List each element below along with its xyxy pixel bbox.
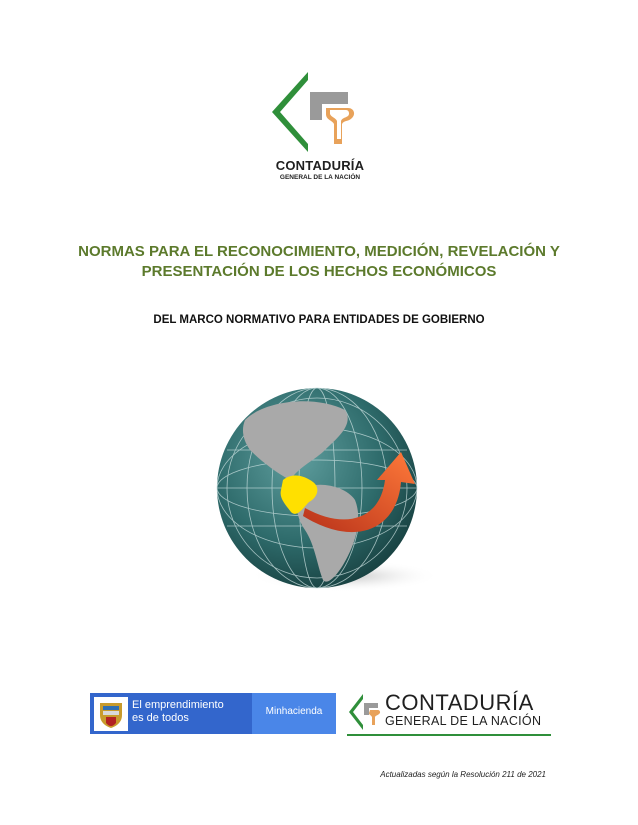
contaduria-emblem-icon — [270, 70, 370, 158]
update-note: Actualizadas según la Resolución 211 de 2021 — [380, 770, 546, 779]
document-subtitle: DEL MARCO NORMATIVO PARA ENTIDADES DE GOBIERNO — [153, 314, 485, 326]
contaduria-logo — [270, 70, 370, 185]
slogan-line-2: es de todos — [132, 712, 189, 724]
slogan-line-1: El emprendimiento — [132, 699, 224, 711]
ministry-panel — [252, 693, 336, 734]
ministry-name: Minhacienda — [265, 706, 323, 717]
document-title — [60, 242, 578, 282]
logo-name: CONTADURÍA — [275, 158, 365, 173]
contaduria-emblem-small-icon — [349, 694, 381, 730]
coat-of-arms-icon — [94, 697, 128, 731]
title-line-1: NORMAS PARA EL RECONOCIMIENTO, MEDICIÓN, REVELACIÓN Y — [78, 243, 560, 260]
logo-subname: GENERAL DE LA NACIÓN — [279, 174, 361, 181]
government-slogan — [132, 699, 250, 725]
cover-illustration — [205, 380, 445, 600]
title-line-2: PRESENTACIÓN DE LOS HECHOS ECONÓMICOS — [141, 263, 497, 280]
footer-logo-subname: GENERAL DE LA NACIÓN — [385, 714, 542, 728]
footer-logo-rule — [347, 734, 551, 736]
government-banner — [90, 693, 336, 734]
government-banner-left — [90, 693, 252, 734]
globe-with-growth-arrow-icon — [205, 380, 445, 600]
footer-logo-name: CONTADURÍA — [385, 690, 534, 715]
contaduria-footer-logo — [347, 690, 551, 736]
